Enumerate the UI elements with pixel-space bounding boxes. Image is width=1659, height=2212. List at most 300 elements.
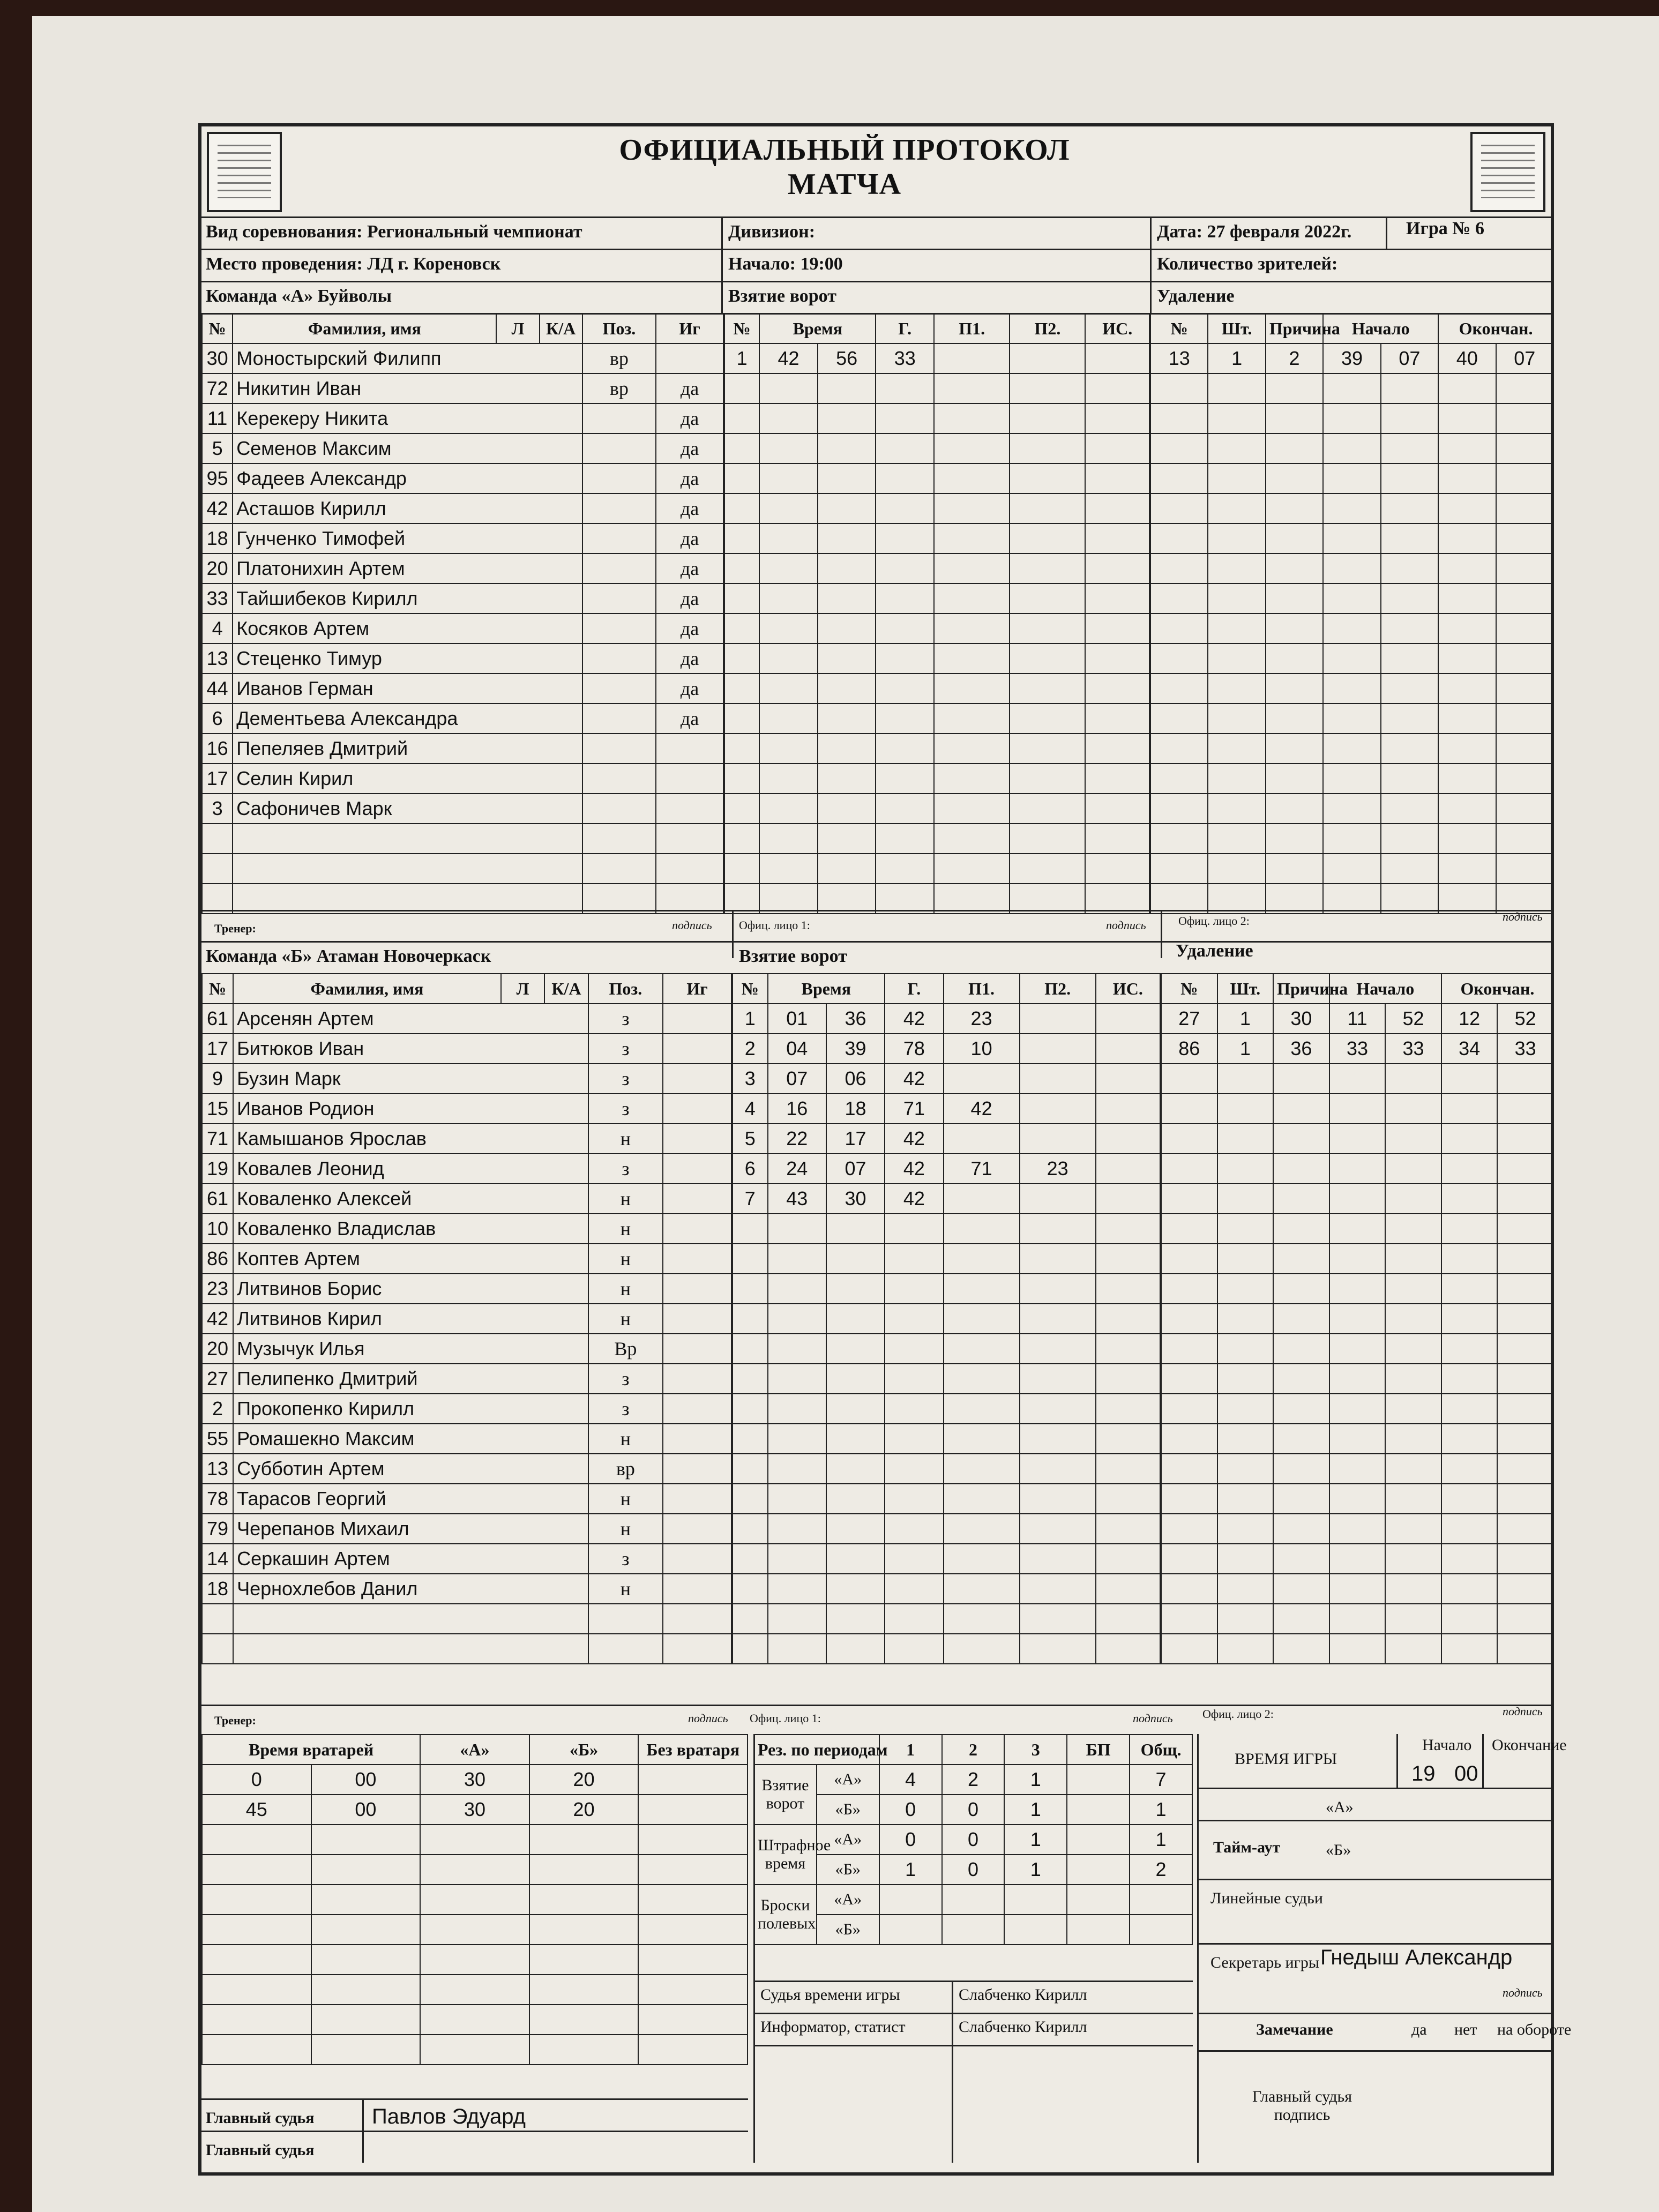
player-position: [582, 614, 656, 644]
player-name: Семенов Максим: [233, 434, 582, 464]
goal-g: [876, 644, 934, 674]
footer-divider-a2: [1161, 910, 1162, 958]
player-number: [202, 1604, 233, 1634]
period-results-table: [753, 1734, 1193, 1945]
goal-s: [818, 794, 876, 824]
period-header-col: БП: [1067, 1735, 1130, 1765]
player-played: [656, 794, 723, 824]
goal-p2: [1010, 524, 1085, 554]
player-name: Иванов Родион: [233, 1094, 588, 1124]
linesmen-label: Линейные судьи: [1210, 1889, 1323, 1907]
penalty-ss: [1381, 434, 1438, 464]
penalty-reason: [1266, 884, 1323, 914]
game-time-label: ВРЕМЯ ИГРЫ: [1235, 1750, 1337, 1768]
goalie-empty-net: [638, 1765, 748, 1795]
goals-header-cell: П2.: [1020, 974, 1096, 1004]
goal-is: [1096, 1244, 1160, 1274]
informant-name: Слабченко Кирилл: [959, 2018, 1087, 2036]
penalty-sm: [1323, 734, 1380, 764]
penalty-ss: [1381, 373, 1438, 403]
penalty-sh: [1208, 524, 1265, 554]
player-played: [663, 1184, 731, 1214]
remark-overleaf[interactable]: на обороте: [1497, 2021, 1572, 2038]
player-position: н: [588, 1484, 663, 1514]
penalty-ss: [1385, 1304, 1441, 1334]
goal-s: [826, 1574, 885, 1604]
penalty-reason: [1266, 824, 1323, 854]
team-a-penalties-label: Удаление: [1157, 286, 1235, 306]
penalty-row: [1161, 1304, 1553, 1334]
player-number: 30: [202, 343, 233, 373]
goal-row: [733, 1064, 1160, 1094]
goal-p1: [934, 524, 1010, 554]
page-title: ОФИЦИАЛЬНЫЙ ПРОТОКОЛ МАТЧА: [619, 133, 1070, 201]
penalty-n: [1150, 403, 1208, 434]
goal-m: [759, 854, 818, 884]
goal-is: [1085, 403, 1149, 434]
roster-row: [202, 403, 723, 434]
goal-m: [759, 884, 818, 914]
penalty-es: [1496, 524, 1553, 554]
player-name: Иванов Герман: [233, 674, 582, 704]
player-played: да: [656, 554, 723, 584]
goal-n: [733, 1244, 768, 1274]
penalty-sh: [1208, 674, 1265, 704]
penalty-sm: [1329, 1574, 1386, 1604]
penalty-n: [1161, 1574, 1217, 1604]
player-position: [588, 1634, 663, 1664]
roster-row: [202, 1454, 731, 1484]
informant-line: [753, 2013, 1193, 2014]
penalty-em: [1438, 824, 1496, 854]
goal-m: [768, 1574, 826, 1604]
penalty-es: [1497, 1484, 1553, 1514]
penalty-row: [1150, 524, 1553, 554]
player-name: Асташов Кирилл: [233, 494, 582, 524]
goal-p2: [1020, 1244, 1096, 1274]
remark-no[interactable]: нет: [1454, 2021, 1477, 2038]
goalie-a: 30: [420, 1765, 529, 1795]
goal-s: [826, 1304, 885, 1334]
penalty-sh: [1208, 794, 1265, 824]
penalty-ss: [1385, 1454, 1441, 1484]
player-number: 4: [202, 614, 233, 644]
penalty-es: [1497, 1334, 1553, 1364]
player-name: Стеценко Тимур: [233, 644, 582, 674]
penalty-row: [1161, 1394, 1553, 1424]
period-value: [1067, 1825, 1130, 1855]
goal-p1: [934, 494, 1010, 524]
goal-g: [876, 584, 934, 614]
penalty-sm: [1329, 1364, 1386, 1394]
player-position: [582, 794, 656, 824]
penalty-es: [1496, 614, 1553, 644]
team-b-official1-label: Офиц. лицо 1:: [750, 1712, 821, 1725]
penalty-sh: [1217, 1304, 1274, 1334]
penalty-sh: [1217, 1454, 1274, 1484]
penalty-row: [1161, 1124, 1553, 1154]
penalty-es: [1497, 1244, 1553, 1274]
goal-m: [768, 1514, 826, 1544]
penalty-ss: [1385, 1184, 1441, 1214]
penalty-row: [1161, 1184, 1553, 1214]
penalty-ss: [1381, 524, 1438, 554]
goalie-row: [202, 1795, 748, 1825]
goal-p2: [1020, 1094, 1096, 1124]
penalty-sm: [1329, 1094, 1386, 1124]
goal-s: [818, 764, 876, 794]
penalty-em: [1441, 1364, 1498, 1394]
penalty-em: [1441, 1064, 1498, 1094]
remark-label: Замечание: [1256, 2021, 1333, 2038]
penalty-sh: [1217, 1064, 1274, 1094]
goal-n: [724, 764, 759, 794]
penalty-row: [1161, 1364, 1553, 1394]
penalty-reason: [1266, 584, 1323, 614]
player-name: [233, 854, 582, 884]
penalty-ss: [1381, 644, 1438, 674]
player-name: Коптев Артем: [233, 1244, 588, 1274]
penalty-sh: [1217, 1514, 1274, 1544]
goalie-m: [202, 1855, 311, 1885]
penalty-reason: [1266, 524, 1323, 554]
player-played: [663, 1334, 731, 1364]
goalie-m: [202, 1825, 311, 1855]
penalty-row: [1150, 674, 1553, 704]
goal-g: [876, 734, 934, 764]
penalty-em: [1441, 1304, 1498, 1334]
goal-s: [818, 734, 876, 764]
header-divider-1: [721, 216, 723, 313]
penalty-sh: [1217, 1364, 1274, 1394]
penalties-header-cell: Шт.: [1208, 313, 1265, 343]
penalty-reason: [1273, 1424, 1329, 1454]
roster-row: [202, 884, 723, 914]
penalties-header-cell: Шт.: [1217, 974, 1274, 1004]
player-played: да: [656, 434, 723, 464]
penalty-sm: [1329, 1604, 1386, 1634]
goal-m: 16: [768, 1094, 826, 1124]
goal-row: [733, 1154, 1160, 1184]
roster-row: [202, 794, 723, 824]
penalty-row: [1150, 764, 1553, 794]
player-name: Тарасов Георгий: [233, 1484, 588, 1514]
goalie-b: 20: [529, 1795, 639, 1825]
goal-s: [826, 1244, 885, 1274]
gt-line-1: [1197, 1788, 1551, 1789]
penalty-em: [1438, 674, 1496, 704]
goal-row: [724, 704, 1149, 734]
penalty-sh: [1217, 1154, 1274, 1184]
period-value: 2: [942, 1765, 1005, 1795]
player-position: н: [588, 1304, 663, 1334]
goal-is: [1096, 1124, 1160, 1154]
goal-g: [876, 403, 934, 434]
penalty-es: [1496, 644, 1553, 674]
penalty-sm: [1323, 494, 1380, 524]
player-position: [582, 494, 656, 524]
penalty-em: [1438, 434, 1496, 464]
goal-g: [885, 1424, 943, 1454]
goal-row: [733, 1214, 1160, 1244]
goal-s: 56: [818, 343, 876, 373]
team-a-goals-label: Взятие ворот: [728, 286, 836, 306]
goal-n: [724, 373, 759, 403]
footer-divider-a1: [732, 910, 734, 958]
penalty-ss: [1381, 674, 1438, 704]
roster-header-cell: Поз.: [582, 313, 656, 343]
goalie-time-table: [201, 1734, 748, 2065]
goal-row: [724, 584, 1149, 614]
penalty-reason: [1266, 794, 1323, 824]
period-value: [1067, 1915, 1130, 1945]
penalty-es: [1496, 824, 1553, 854]
penalty-sh: [1217, 1274, 1274, 1304]
goal-p1: [944, 1424, 1020, 1454]
goal-p2: [1010, 434, 1085, 464]
player-name: Литвинов Борис: [233, 1274, 588, 1304]
penalty-sh: 1: [1217, 1004, 1274, 1034]
goal-s: [826, 1274, 885, 1304]
player-name: Селин Кирил: [233, 764, 582, 794]
penalty-n: [1161, 1244, 1217, 1274]
goal-g: [885, 1634, 943, 1664]
header-line-3: [201, 281, 1551, 282]
penalty-em: [1438, 614, 1496, 644]
roster-row: [202, 704, 723, 734]
player-name: Коваленко Владислав: [233, 1214, 588, 1244]
player-number: 44: [202, 674, 233, 704]
penalty-row: [1161, 1154, 1553, 1184]
penalty-em: 12: [1441, 1004, 1498, 1034]
goalie-m: [202, 1945, 311, 1975]
goalie-row: [202, 2005, 748, 2035]
goal-p2: [1020, 1124, 1096, 1154]
penalty-es: 52: [1497, 1004, 1553, 1034]
player-number: 23: [202, 1274, 233, 1304]
goal-is: [1096, 1034, 1160, 1064]
player-played: [663, 1124, 731, 1154]
player-name: Субботин Артем: [233, 1454, 588, 1484]
goal-m: [759, 764, 818, 794]
goal-row: [733, 1244, 1160, 1274]
goal-m: [768, 1544, 826, 1574]
penalty-n: [1161, 1094, 1217, 1124]
goalie-a: [420, 1885, 529, 1915]
goal-s: 18: [826, 1094, 885, 1124]
goal-is: [1085, 524, 1149, 554]
penalty-reason: [1273, 1214, 1329, 1244]
penalty-sh: [1208, 584, 1265, 614]
player-played: [656, 884, 723, 914]
player-name: Коваленко Алексей: [233, 1184, 588, 1214]
goalie-s: [311, 1855, 421, 1885]
goal-p2: [1020, 1334, 1096, 1364]
team-b-goals-label: Взятие ворот: [739, 946, 847, 966]
penalty-ss: 07: [1381, 343, 1438, 373]
player-number: 42: [202, 494, 233, 524]
roster-row: [202, 1304, 731, 1334]
goal-p1: [944, 1214, 1020, 1244]
goal-p2: [1010, 494, 1085, 524]
game-number-field: Игра № 6: [1406, 219, 1484, 238]
goalie-m: [202, 1975, 311, 2005]
team-a-penalties-table: [1150, 313, 1554, 914]
penalty-n: [1150, 584, 1208, 614]
goal-m: 43: [768, 1184, 826, 1214]
penalty-row: [1150, 614, 1553, 644]
goal-p1: [934, 554, 1010, 584]
goalie-empty-net: [638, 1945, 748, 1975]
goal-n: 3: [733, 1064, 768, 1094]
penalty-sh: [1217, 1184, 1274, 1214]
goal-m: [768, 1454, 826, 1484]
goal-m: [768, 1484, 826, 1514]
goal-s: 17: [826, 1124, 885, 1154]
team-a-roster-table: [201, 313, 724, 914]
penalty-ss: [1385, 1094, 1441, 1124]
period-value: 1: [1130, 1795, 1192, 1825]
penalty-n: [1150, 524, 1208, 554]
player-name: [233, 1634, 588, 1664]
goalie-row: [202, 1885, 748, 1915]
goal-row: [724, 343, 1149, 373]
goal-m: [768, 1424, 826, 1454]
player-position: н: [588, 1424, 663, 1454]
player-number: 72: [202, 373, 233, 403]
penalty-row: [1150, 884, 1553, 914]
head-referee-label-1: Главный судья: [206, 2109, 315, 2127]
goal-row: [724, 494, 1149, 524]
roster-row: [202, 1274, 731, 1304]
goal-row: [733, 1334, 1160, 1364]
penalty-n: [1150, 764, 1208, 794]
goal-m: [759, 824, 818, 854]
goal-s: [826, 1364, 885, 1394]
player-name: Битюков Иван: [233, 1034, 588, 1064]
division-field: Дивизион:: [728, 222, 816, 242]
goalie-header: [202, 1735, 748, 1765]
penalty-n: [1150, 614, 1208, 644]
date-field: Дата: 27 февраля 2022г.: [1157, 222, 1352, 242]
goal-is: [1096, 1394, 1160, 1424]
penalty-es: [1497, 1214, 1553, 1244]
goal-row: [733, 1454, 1160, 1484]
penalty-em: [1438, 403, 1496, 434]
player-number: [202, 824, 233, 854]
goal-n: [724, 644, 759, 674]
penalty-row: [1161, 1004, 1553, 1034]
player-position: з: [588, 1364, 663, 1394]
goal-n: [733, 1634, 768, 1664]
period-row: [754, 1765, 1192, 1795]
goal-p1: [934, 373, 1010, 403]
penalty-sh: [1217, 1604, 1274, 1634]
goal-p2: [1020, 1424, 1096, 1454]
penalty-es: [1497, 1514, 1553, 1544]
period-value: [1004, 1915, 1067, 1945]
goal-g: [885, 1364, 943, 1394]
penalty-ss: [1381, 554, 1438, 584]
player-played: [663, 1244, 731, 1274]
player-position: [582, 403, 656, 434]
penalty-row: [1150, 494, 1553, 524]
game-time-start-hours: 19: [1411, 1762, 1436, 1785]
goal-m: [759, 554, 818, 584]
roster-row: [202, 494, 723, 524]
team-b-coach-label: Тренер:: [214, 1714, 256, 1727]
goal-s: [818, 464, 876, 494]
remark-yes[interactable]: да: [1411, 2021, 1427, 2038]
goal-m: [768, 1394, 826, 1424]
penalty-ss: [1385, 1334, 1441, 1364]
penalty-es: [1496, 403, 1553, 434]
goal-is: [1096, 1604, 1160, 1634]
penalty-reason: [1273, 1244, 1329, 1274]
goal-p1: [944, 1244, 1020, 1274]
goal-row: [724, 734, 1149, 764]
goal-p2: [1010, 403, 1085, 434]
penalty-ss: [1381, 704, 1438, 734]
goal-m: [768, 1304, 826, 1334]
goal-p1: [934, 734, 1010, 764]
goal-row: [733, 1304, 1160, 1334]
penalty-em: [1438, 494, 1496, 524]
goalie-empty-net: [638, 1885, 748, 1915]
roster-row: [202, 1244, 731, 1274]
goalie-s: [311, 1975, 421, 2005]
penalty-row: [1150, 854, 1553, 884]
goal-is: [1096, 1274, 1160, 1304]
penalty-ss: [1385, 1604, 1441, 1634]
penalty-sm: [1329, 1214, 1386, 1244]
goal-p1: [944, 1184, 1020, 1214]
penalty-es: 33: [1497, 1034, 1553, 1064]
roster-row: [202, 1424, 731, 1454]
player-played: [663, 1214, 731, 1244]
player-name: Литвинов Кирил: [233, 1304, 588, 1334]
penalty-em: [1441, 1244, 1498, 1274]
player-played: [663, 1274, 731, 1304]
penalty-n: [1150, 373, 1208, 403]
team-b-footer-line: [201, 1705, 1551, 1706]
goal-m: [759, 373, 818, 403]
penalty-em: [1438, 884, 1496, 914]
goalie-s: [311, 2005, 421, 2035]
team-a-official2-sign: подпись: [1503, 910, 1543, 923]
player-position: [582, 734, 656, 764]
player-number: 13: [202, 1454, 233, 1484]
player-played: да: [656, 614, 723, 644]
penalty-sh: [1217, 1634, 1274, 1664]
period-value: 1: [1004, 1855, 1067, 1885]
penalty-sh: [1208, 824, 1265, 854]
penalty-sm: [1329, 1454, 1386, 1484]
goal-row: [724, 434, 1149, 464]
penalty-em: [1441, 1604, 1498, 1634]
penalty-sh: [1217, 1214, 1274, 1244]
goalie-a: [420, 1975, 529, 2005]
player-number: 33: [202, 584, 233, 614]
roster-row: [202, 854, 723, 884]
period-team: «Б»: [817, 1795, 879, 1825]
goal-m: [759, 403, 818, 434]
goal-row: [724, 554, 1149, 584]
goals-header-cell: Г.: [876, 313, 934, 343]
penalty-sm: [1329, 1064, 1386, 1094]
penalty-row: [1150, 584, 1553, 614]
goal-row: [733, 1574, 1160, 1604]
